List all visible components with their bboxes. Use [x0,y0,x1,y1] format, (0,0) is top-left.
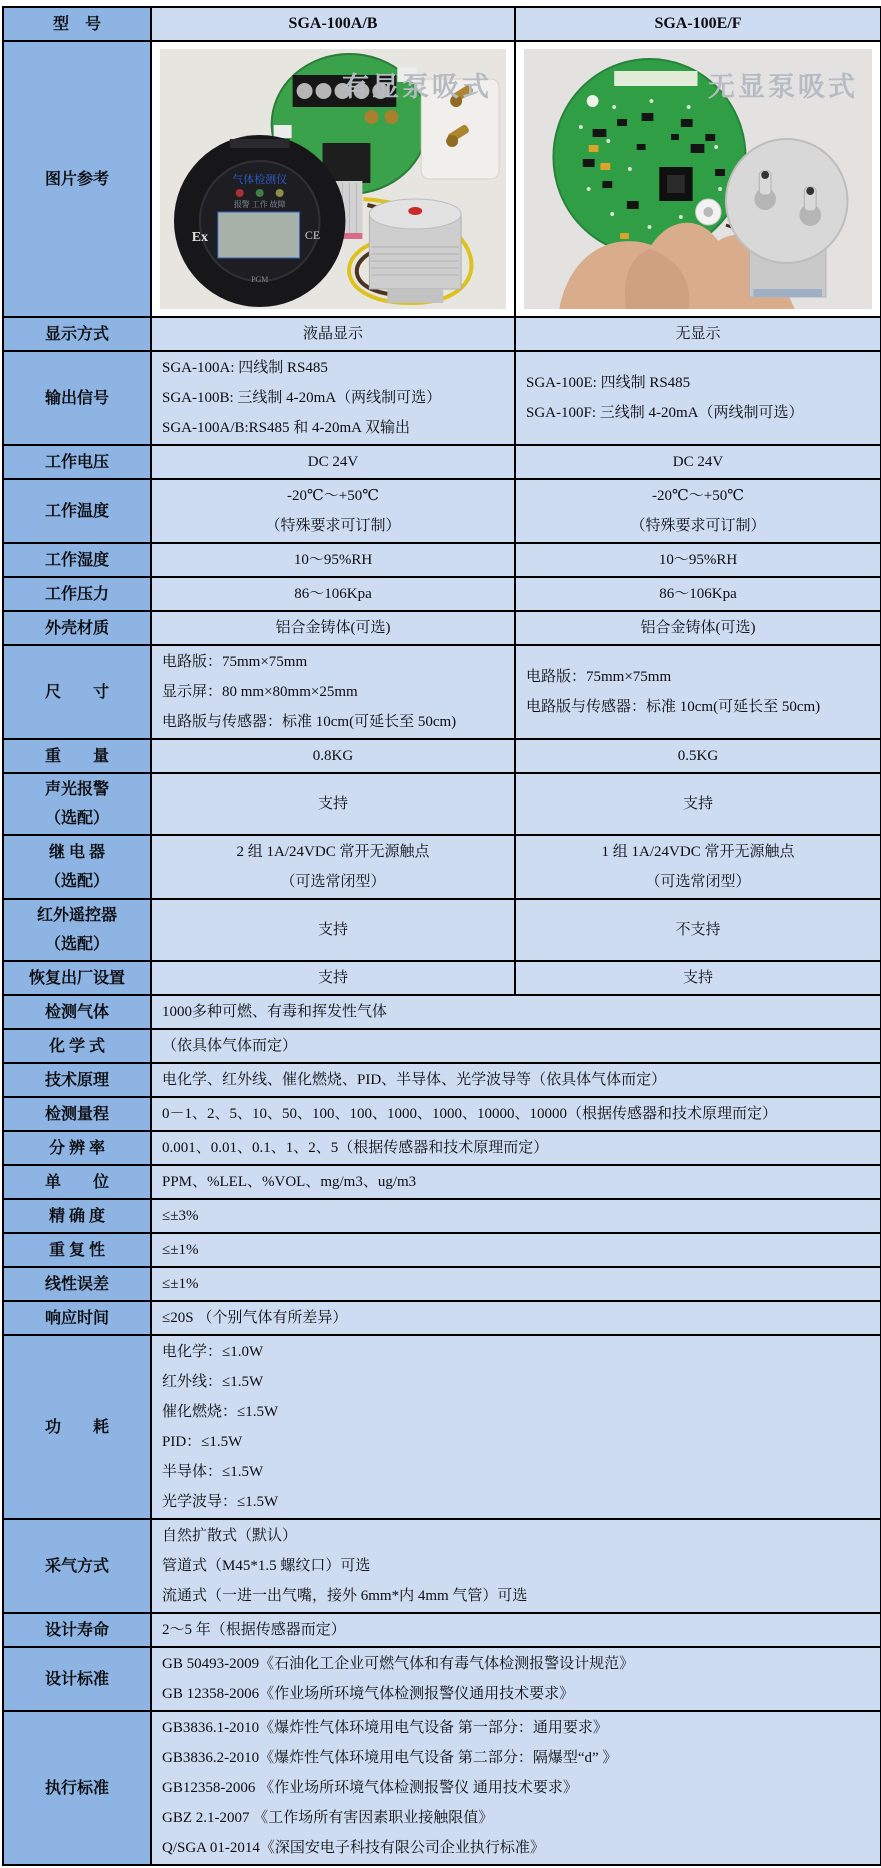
spec-cell-right [515,351,881,445]
row-label-text: 重 量 [44,747,109,765]
row-label [3,773,151,835]
table-row [3,479,881,543]
spec-cell-merged [151,1301,881,1335]
table-row-merged [3,995,881,1029]
row-label-text: 声光报警 [44,781,109,798]
row-label [3,961,151,995]
cell-line: 支持 [317,970,348,986]
cell-line: 流通式（一进一出气嘴，接外 6mm*内 4mm 气管）可选 [162,1588,528,1604]
row-label-text: 工作湿度 [44,551,109,569]
row-label [3,543,151,577]
row-label-text: 设计标准 [44,1670,109,1688]
row-label-text: 输出信号 [44,389,109,407]
image-row-label: 图片参考 [44,170,109,188]
row-label [3,317,151,351]
cell-line: 电路版：75mm×75mm [526,669,672,685]
cell-line: 支持 [682,796,713,812]
cell-line: 半导体：≤1.5W [162,1464,264,1480]
table-row-merged [3,1647,881,1711]
cell-line: （特殊要求可订制） [265,518,401,534]
cell-line: GB 50493-2009《石油化工企业可燃气体和有毒气体检测报警设计规范》 [162,1656,635,1672]
cell-line: （特殊要求可订制） [630,518,766,534]
cell-line: 电化学：≤1.0W [162,1344,264,1360]
spec-cell-left [151,479,515,543]
row-label [3,739,151,773]
cell-line: GB 12358-2006《作业场所环境气体检测报警仪通用技术要求》 [162,1686,575,1702]
table-row-merged [3,1199,881,1233]
table-row-merged [3,1335,881,1519]
cell-line: 86～106Kpa [294,586,372,602]
model-label: 型 号 [52,15,101,33]
row-label [3,899,151,961]
table-row [3,961,881,995]
model-label-cell [3,7,151,41]
cell-line: 自然扩散式（默认） [162,1528,298,1544]
row-label-text: 重 复 性 [48,1241,105,1259]
spec-table-head [3,7,881,317]
cell-line: SGA-100A/B:RS485 和 4-20mA 双输出 [162,420,410,436]
table-row-merged [3,1233,881,1267]
row-label [3,479,151,543]
row-label [3,835,151,899]
cell-line: 86～106Kpa [659,586,737,602]
table-row [3,899,881,961]
spec-cell-right [515,739,881,773]
spec-cell-merged [151,1647,881,1711]
row-label-text: 响应时间 [44,1309,109,1327]
spec-table-body [3,317,881,1865]
table-row [3,543,881,577]
cell-line: DC 24V [307,454,359,470]
cell-line: 0.5KG [677,748,719,764]
model-col2: SGA-100E/F [515,7,881,41]
row-label-subtext: （选配） [44,936,109,953]
row-label [3,645,151,739]
cell-line: 显示屏：80 mm×80mm×25mm [162,684,358,700]
table-row-merged [3,1131,881,1165]
spec-cell-left [151,835,515,899]
cell-line: 支持 [317,922,348,938]
cell-line: 光学波导：≤1.5W [162,1494,279,1510]
row-label-text: 采气方式 [44,1557,109,1575]
row-label [3,445,151,479]
cell-line: 电路版与传感器：标准 10cm(可延长至 50cm) [526,699,821,715]
table-row [3,773,881,835]
row-label [3,1199,151,1233]
spec-cell-right [515,899,881,961]
spec-cell-left [151,445,515,479]
row-label [3,995,151,1029]
detector-led-labels: 报警 工作 故障 [233,199,286,210]
table-row [3,835,881,899]
cell-line: 支持 [682,970,713,986]
detector-ce-mark: CE [304,227,321,243]
row-label-text: 单 位 [44,1173,109,1191]
row-label [3,1233,151,1267]
row-label-text: 设计寿命 [44,1621,109,1639]
row-label-text: 显示方式 [44,325,109,343]
cell-line: SGA-100E: 四线制 RS485 [526,375,691,391]
spec-cell-merged [151,1233,881,1267]
cell-line: GB12358-2006 《作业场所环境气体检测报警仪 通用技术要求》 [162,1780,578,1796]
table-row-merged [3,1613,881,1647]
table-row [3,645,881,739]
spec-cell-left [151,739,515,773]
cell-line: 无显示 [675,326,721,342]
cell-line: 催化燃烧：≤1.5W [162,1404,279,1420]
cell-line: 电化学、红外线、催化燃烧、PID、半导体、光学波导等（依具体气体而定） [162,1072,667,1088]
cell-line: 电路版与传感器：标准 10cm(可延长至 50cm) [162,714,457,730]
spec-cell-right [515,479,881,543]
product-photo-left-cell [151,41,515,317]
cell-line: 0.8KG [312,748,354,764]
spec-cell-merged [151,1335,881,1519]
spec-cell-right [515,577,881,611]
row-label-text: 外壳材质 [44,619,109,637]
detector-title-text: 气体检测仪 [232,173,288,187]
spec-cell-right [515,611,881,645]
cell-line: 1000多种可燃、有毒和挥发性气体 [162,1004,388,1020]
cell-line: （可选常闭型） [645,874,751,890]
row-label-text: 继 电 器 [48,844,105,861]
spec-cell-merged [151,1267,881,1301]
cell-line: SGA-100B: 三线制 4-20mA（两线制可选） [162,390,442,406]
spec-cell-left [151,611,515,645]
row-label-text: 检测量程 [44,1105,109,1123]
cell-line: 0.001、0.01、0.1、1、2、5（根据传感器和技术原理而定） [162,1140,549,1156]
spec-cell-right [515,317,881,351]
product-photo-right-cell [515,41,881,317]
spec-table [2,6,881,1866]
row-label [3,577,151,611]
cell-line: 不支持 [675,922,721,938]
table-row [3,611,881,645]
row-label-text: 红外遥控器 [36,907,117,924]
row-label [3,1301,151,1335]
cell-line: SGA-100F: 三线制 4-20mA（两线制可选） [526,405,804,421]
spec-cell-right [515,645,881,739]
row-label [3,1097,151,1131]
spec-cell-left [151,577,515,611]
spec-cell-merged [151,1063,881,1097]
image-row [3,41,881,317]
row-label-subtext: （选配） [44,810,109,827]
cell-line: ≤±1% [162,1242,199,1258]
row-label [3,1131,151,1165]
cell-line: 红外线：≤1.5W [162,1374,264,1390]
cell-line: Q/SGA 01-2014《深国安电子科技有限公司企业执行标准》 [162,1840,545,1856]
table-row-merged [3,1267,881,1301]
spec-cell-merged [151,1711,881,1865]
row-label-text: 工作温度 [44,502,109,520]
model-header-row [3,7,881,41]
row-label-text: 精 确 度 [48,1207,105,1225]
spec-cell-merged [151,1165,881,1199]
row-label-text: 尺 寸 [44,683,109,701]
cell-line: PID：≤1.5W [162,1434,243,1450]
row-label [3,1647,151,1711]
spec-cell-left [151,543,515,577]
cell-line: DC 24V [672,454,724,470]
cell-line: 铝合金铸体(可选) [275,620,391,636]
spec-cell-merged [151,1199,881,1233]
table-row-merged [3,1165,881,1199]
cell-line: 管道式（M45*1.5 螺纹口）可选 [162,1558,371,1574]
image-row-label-cell [3,41,151,317]
row-label-text: 工作压力 [44,585,109,603]
table-row [3,317,881,351]
right-photo-watermark: 无显泵吸式 [708,72,858,102]
table-row-merged [3,1063,881,1097]
cell-line: 液晶显示 [302,326,363,342]
table-row-merged [3,1711,881,1865]
cell-line: 10～95%RH [658,552,738,568]
detector-pgm-mark: PGM [251,274,269,285]
cell-line: ≤±3% [162,1208,199,1224]
cell-line: 1 组 1A/24VDC 常开无源触点 [601,844,795,860]
row-label [3,1613,151,1647]
row-label-text: 检测气体 [44,1003,109,1021]
cell-line: PPM、%LEL、%VOL、mg/m3、ug/m3 [162,1174,417,1190]
row-label-text: 恢复出厂设置 [28,969,125,987]
model-col1: SGA-100A/B [151,7,515,41]
cell-line: （依具体气体而定） [162,1038,298,1054]
cell-line: GB3836.2-2010《爆炸性气体环境用电气设备 第二部分：隔爆型“d” 》 [162,1750,618,1766]
row-label [3,1335,151,1519]
row-label-text: 化 学 式 [48,1037,105,1055]
row-label [3,1165,151,1199]
row-label [3,1711,151,1865]
cell-line: -20℃～+50℃ [651,488,744,504]
spec-cell-right [515,445,881,479]
cell-line: SGA-100A: 四线制 RS485 [162,360,328,376]
detector-ex-mark: Ex [191,229,209,246]
spec-cell-right [515,961,881,995]
cell-line: 电路版：75mm×75mm [162,654,308,670]
table-row [3,739,881,773]
spec-cell-right [515,835,881,899]
cell-line: 支持 [317,796,348,812]
spec-cell-left [151,773,515,835]
table-row-merged [3,1029,881,1063]
spec-cell-merged [151,995,881,1029]
row-label-text: 技术原理 [44,1071,109,1089]
row-label [3,611,151,645]
cell-line: 铝合金铸体(可选) [640,620,756,636]
cell-line: GB3836.1-2010《爆炸性气体环境用电气设备 第一部分：通用要求》 [162,1720,608,1736]
cell-line: 10～95%RH [293,552,373,568]
row-label [3,1029,151,1063]
spec-cell-merged [151,1097,881,1131]
table-row-merged [3,1519,881,1613]
row-label-text: 分 辨 率 [48,1139,105,1157]
product-photo-left [160,49,506,309]
row-label-text: 执行标准 [44,1779,109,1797]
table-row [3,445,881,479]
row-label [3,1267,151,1301]
cell-line: 2 组 1A/24VDC 常开无源触点 [236,844,430,860]
row-label [3,351,151,445]
spec-cell-merged [151,1519,881,1613]
product-photo-right [524,49,872,309]
cell-line: GBZ 2.1-2007 《工作场所有害因素职业接触限值》 [162,1810,494,1826]
spec-cell-merged [151,1029,881,1063]
table-row-merged [3,1097,881,1131]
row-label [3,1519,151,1613]
cell-line: （可选常闭型） [280,874,386,890]
spec-cell-right [515,773,881,835]
cell-line: ≤±1% [162,1276,199,1292]
spec-cell-left [151,961,515,995]
spec-cell-left [151,351,515,445]
row-label-text: 功 耗 [44,1418,109,1436]
cell-line: 0－1、2、5、10、50、100、100、1000、1000、10000、10000（根据传感器和技术原理而定） [162,1106,778,1122]
row-label-text: 线性误差 [44,1275,109,1293]
table-row [3,577,881,611]
cell-line: ≤20S （个别气体有所差异） [162,1310,348,1326]
cell-line: 2～5 年（根据传感器而定） [162,1622,346,1638]
row-label [3,1063,151,1097]
spec-cell-left [151,899,515,961]
table-row [3,351,881,445]
spec-cell-merged [151,1613,881,1647]
spec-cell-right [515,543,881,577]
row-label-subtext: （选配） [44,873,109,890]
spec-cell-merged [151,1131,881,1165]
table-row-merged [3,1301,881,1335]
cell-line: -20℃～+50℃ [286,488,379,504]
spec-cell-left [151,317,515,351]
left-photo-watermark: 有显泵吸式 [342,72,492,102]
row-label-text: 工作电压 [44,453,109,471]
spec-cell-left [151,645,515,739]
